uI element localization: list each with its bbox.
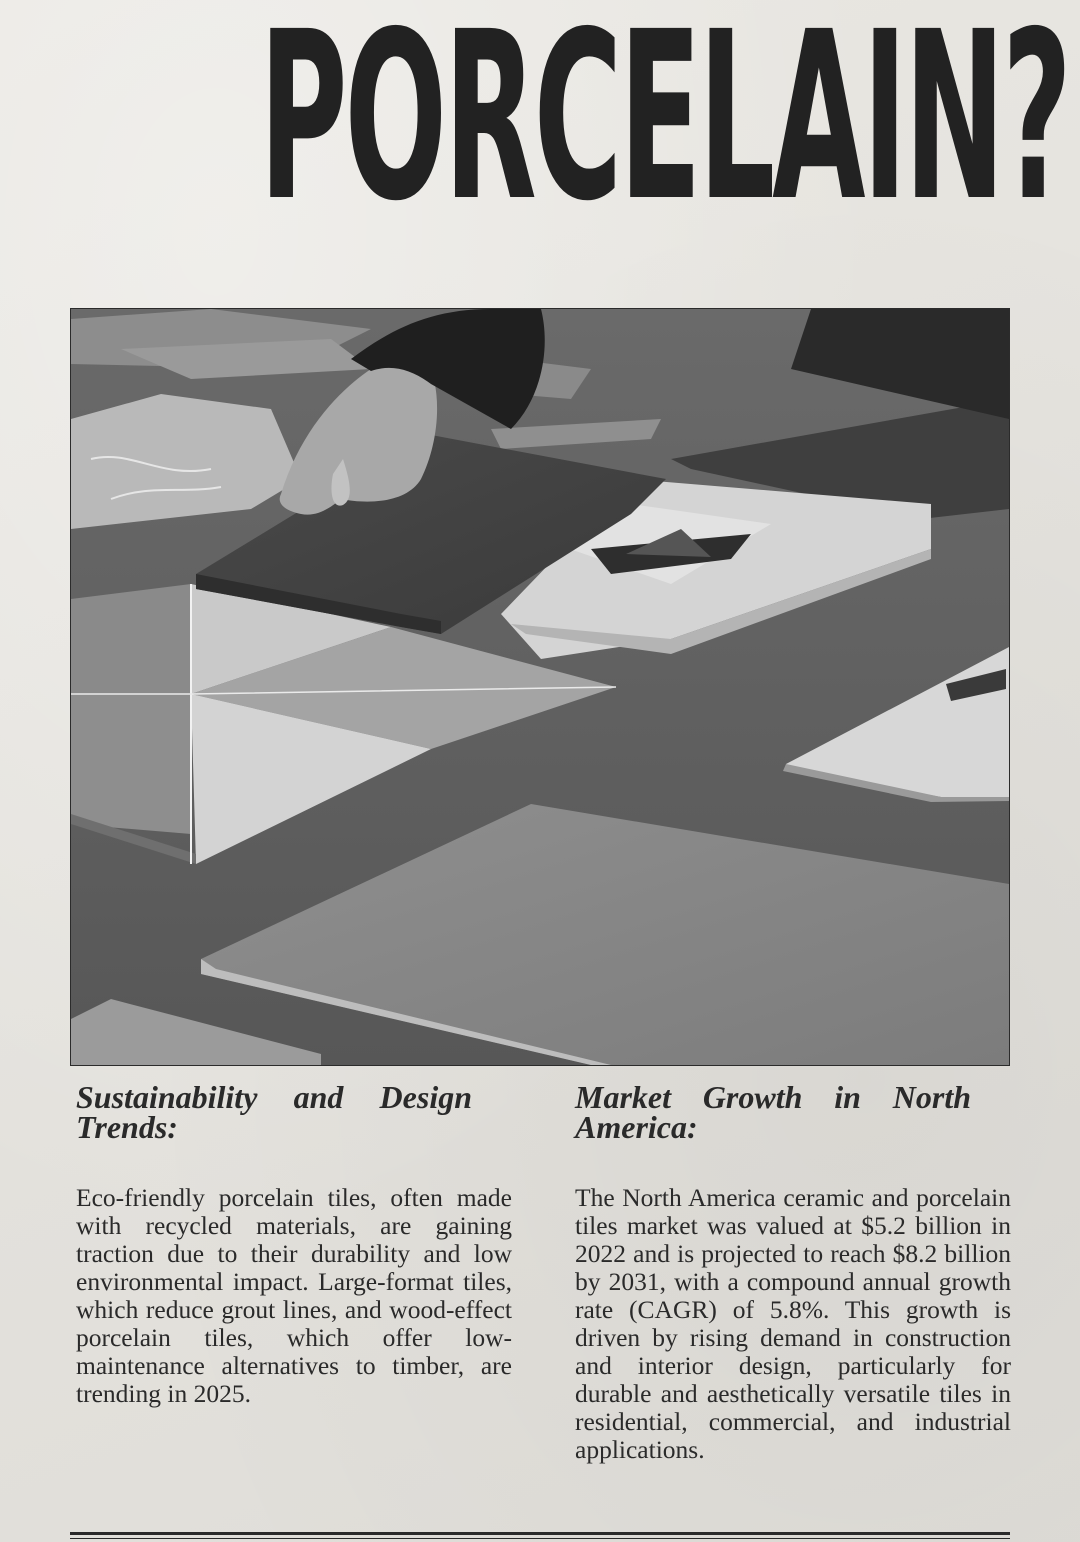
market-growth-section — [575, 1079, 1011, 1464]
market-growth-body: The North America ceramic and porcelain tiles market was valued at $5.2 billion in 2022 and is projected to reach $8.2 billion by 2031, with a compound annual growth rate (CAGR) of 5.8%. This growth is driven by rising demand in construction and interior design, particularly for durable and aesthetically versatile tiles in residential, commercial, and industrial applications. — [575, 1183, 1011, 1464]
sustainability-section — [76, 1079, 512, 1408]
sustainability-heading: Sustainability and Design Trends: — [76, 1079, 472, 1145]
tile-samples-photo — [70, 308, 1010, 1066]
footer-rule-thick — [70, 1532, 1010, 1535]
page-headline: PORCELAIN? — [259, 0, 1069, 252]
footer-rule-thin — [70, 1538, 1010, 1539]
sustainability-body: Eco-friendly porcelain tiles, often made with recycled materials, are gaining traction due to their durability and low environmental impact. Large-format tiles, which reduce grout lines, and wood-effect porcelain tiles, which offer low-maintenance alternatives to timber, are trending in 2025. — [76, 1183, 512, 1408]
market-growth-heading: Market Growth in North America: — [575, 1079, 971, 1145]
